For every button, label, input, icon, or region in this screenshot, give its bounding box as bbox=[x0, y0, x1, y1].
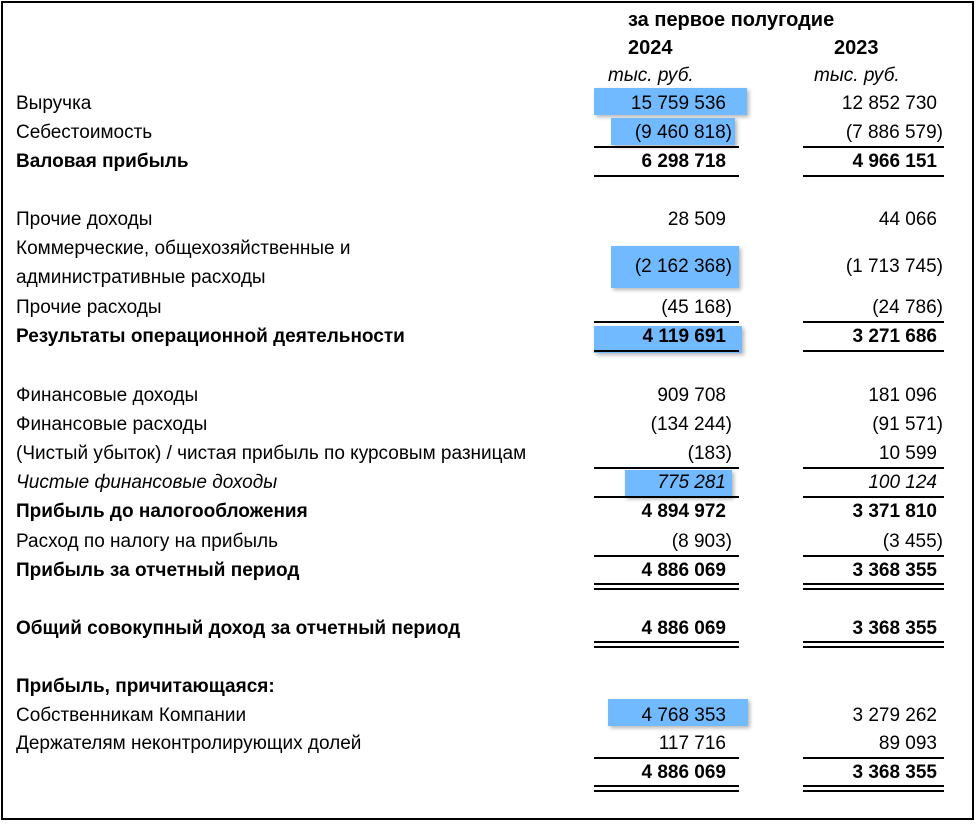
value-pretax-2024: 4 894 972 bbox=[641, 501, 726, 522]
double-rule-profit-2023 bbox=[803, 583, 944, 590]
row-label-other-expenses: Прочие расходы bbox=[16, 297, 162, 318]
row-label-cost: Себестоимость bbox=[16, 122, 153, 143]
value-fin-expenses-2023: (91 571) bbox=[872, 414, 943, 435]
value-fin-expenses-2024: (134 244) bbox=[650, 414, 732, 435]
unit-2024: тыс. руб. bbox=[608, 65, 694, 86]
unit-2023: тыс. руб. bbox=[814, 65, 900, 86]
value-owners-2023: 3 279 262 bbox=[852, 705, 937, 726]
row-label-revenue: Выручка bbox=[16, 93, 92, 114]
rule-other-exp-2024 bbox=[594, 321, 739, 323]
value-tax-2023: (3 455) bbox=[882, 531, 943, 552]
value-revenue-2024: 15 759 536 bbox=[630, 93, 726, 114]
value-gross-2023: 4 966 151 bbox=[852, 151, 937, 172]
row-label-other-income: Прочие доходы bbox=[16, 209, 153, 230]
row-label-sga-line2: административные расходы bbox=[16, 267, 266, 288]
row-label-fin-income: Финансовые доходы bbox=[16, 385, 199, 406]
value-total-2023: 3 368 355 bbox=[852, 762, 937, 783]
row-label-nci: Держателям неконтролирующих долей bbox=[16, 733, 362, 754]
rule-tax-2023 bbox=[803, 555, 944, 557]
statement-page bbox=[1, 1, 974, 820]
value-nci-2024: 117 716 bbox=[658, 733, 726, 754]
period-heading: за первое полугодие bbox=[628, 9, 835, 31]
value-profit-2023: 3 368 355 bbox=[852, 560, 937, 581]
rule-nci-2024 bbox=[594, 757, 739, 759]
row-label-owners: Собственникам Компании bbox=[16, 705, 247, 726]
row-label-profit: Прибыль за отчетный период bbox=[16, 560, 300, 581]
value-cost-2023: (7 886 579) bbox=[845, 122, 943, 143]
year-2024-heading: 2024 bbox=[628, 37, 673, 59]
value-other-expenses-2024: (45 168) bbox=[661, 297, 732, 318]
value-gross-2024: 6 298 718 bbox=[641, 151, 726, 172]
value-owners-2024: 4 768 353 bbox=[641, 705, 726, 726]
row-label-pretax: Прибыль до налогообложения bbox=[16, 501, 308, 522]
row-label-sga-line1: Коммерческие, общехозяйственные и bbox=[16, 238, 351, 259]
rule-other-exp-2023 bbox=[803, 321, 944, 323]
rule-cost-2024 bbox=[594, 146, 739, 148]
value-tax-2024: (8 903) bbox=[671, 531, 732, 552]
row-label-fx: (Чистый убыток) / чистая прибыль по курсовым разницам bbox=[16, 443, 527, 464]
year-2023-heading: 2023 bbox=[834, 37, 879, 59]
value-operating-2023: 3 271 686 bbox=[852, 326, 937, 347]
rule-cost-2023 bbox=[803, 146, 944, 148]
row-label-operating: Результаты операционной деятельности bbox=[16, 326, 405, 347]
rule-tax-2024 bbox=[594, 555, 739, 557]
rule-gross-2023 bbox=[803, 175, 944, 177]
row-label-comprehensive: Общий совокупный доход за отчетный период bbox=[16, 618, 461, 639]
double-rule-comprehensive-2023 bbox=[803, 641, 944, 648]
value-other-expenses-2023: (24 786) bbox=[872, 297, 943, 318]
value-total-2024: 4 886 069 bbox=[641, 762, 726, 783]
value-operating-2024: 4 119 691 bbox=[642, 326, 726, 347]
row-label-net-fin: Чистые финансовые доходы bbox=[16, 472, 278, 493]
value-fx-2024: (183) bbox=[687, 443, 732, 464]
value-sga-2023: (1 713 745) bbox=[845, 256, 943, 277]
value-comprehensive-2023: 3 368 355 bbox=[852, 618, 937, 639]
double-rule-total-2023 bbox=[803, 785, 944, 792]
value-other-income-2024: 28 509 bbox=[667, 209, 726, 230]
value-comprehensive-2024: 4 886 069 bbox=[641, 618, 726, 639]
double-rule-comprehensive-2024 bbox=[594, 641, 739, 648]
rule-operating-2024 bbox=[594, 350, 739, 352]
double-rule-profit-2024 bbox=[594, 583, 739, 590]
row-label-tax: Расход по налогу на прибыль bbox=[16, 531, 279, 552]
value-sga-2024: (2 162 368) bbox=[634, 256, 732, 277]
value-other-income-2023: 44 066 bbox=[878, 209, 937, 230]
rule-fx-2024 bbox=[594, 467, 739, 469]
rule-netfin-2023 bbox=[803, 496, 944, 498]
rule-operating-2023 bbox=[803, 350, 944, 352]
rule-nci-2023 bbox=[803, 757, 944, 759]
attribution-heading: Прибыль, причитающаяся: bbox=[16, 676, 275, 697]
value-net-fin-2024: 775 281 bbox=[657, 472, 726, 493]
value-fin-income-2023: 181 096 bbox=[868, 385, 937, 406]
value-pretax-2023: 3 371 810 bbox=[852, 501, 937, 522]
double-rule-total-2024 bbox=[594, 785, 739, 792]
rule-netfin-2024 bbox=[594, 496, 739, 498]
value-net-fin-2023: 100 124 bbox=[868, 472, 937, 493]
value-cost-2024: (9 460 818) bbox=[634, 122, 732, 143]
rule-gross-2024 bbox=[594, 175, 739, 177]
value-revenue-2023: 12 852 730 bbox=[841, 93, 937, 114]
row-label-fin-expenses: Финансовые расходы bbox=[16, 414, 208, 435]
value-fx-2023: 10 599 bbox=[878, 443, 937, 464]
rule-fx-2023 bbox=[803, 467, 944, 469]
value-nci-2023: 89 093 bbox=[878, 733, 937, 754]
row-label-gross: Валовая прибыль bbox=[16, 151, 189, 172]
value-fin-income-2024: 909 708 bbox=[657, 385, 726, 406]
value-profit-2024: 4 886 069 bbox=[641, 560, 726, 581]
